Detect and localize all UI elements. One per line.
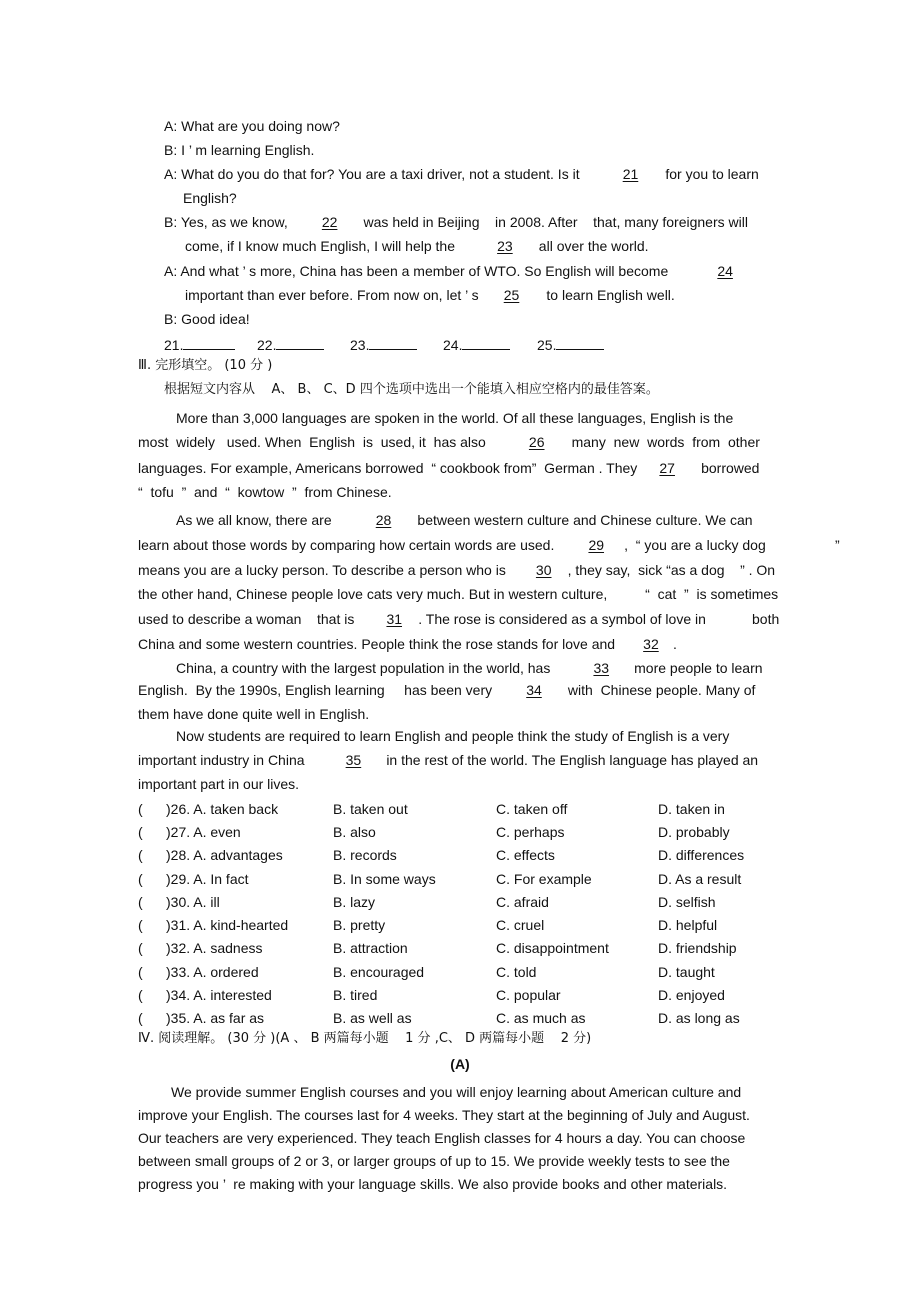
question-row — [138, 823, 778, 841]
option-b[interactable]: B. encouraged — [333, 964, 425, 980]
passage-line — [138, 536, 844, 554]
passage-line — [176, 511, 753, 529]
passage-text: most widely used. When English is used, it has also — [138, 434, 486, 450]
dialogue-text: was held in Beijing in 2008. After that, many foreigners will — [363, 214, 748, 230]
option-c[interactable]: C. disappointment — [496, 940, 609, 956]
passage-text: borrowed — [701, 460, 760, 476]
passage-text: with Chinese people. Many of — [567, 682, 756, 698]
blank-21[interactable]: 21 — [622, 166, 639, 182]
option-b[interactable]: B. In some ways — [333, 871, 436, 887]
option-b[interactable]: B. taken out — [333, 801, 408, 817]
answer-blank-23[interactable] — [350, 335, 417, 354]
passage-text: “ cat ” is sometimes — [645, 586, 779, 602]
question-row — [138, 986, 778, 1004]
dialogue-text: A: What do you do that for? You are a taxi driver, not a student. Is it — [164, 166, 580, 182]
passage-line: More than 3,000 languages are spoken in the world. Of all these languages, English is the — [176, 410, 734, 426]
passage-line — [138, 585, 778, 603]
passage-text: . — [672, 636, 677, 652]
blank-35[interactable]: 35 — [345, 752, 362, 768]
dialogue-text: B: Yes, as we know, — [164, 214, 288, 230]
option-d[interactable]: D. helpful — [658, 917, 718, 933]
reading-line: progress you ’ re making with your language skills. We also provide books and other materials. — [138, 1176, 728, 1192]
blank-32[interactable]: 32 — [643, 636, 659, 652]
blank-30[interactable]: 30 — [535, 562, 552, 578]
option-d[interactable]: D. selfish — [658, 894, 716, 910]
reading-a-title: (A) — [450, 1056, 470, 1072]
dialogue-line-a3 — [164, 262, 750, 280]
question-number-option-a[interactable]: ( )30. A. ill — [138, 894, 220, 910]
question-row — [138, 846, 778, 864]
blank-31[interactable]: 31 — [386, 611, 403, 627]
passage-line — [138, 459, 759, 477]
option-c[interactable]: C. cruel — [496, 917, 545, 933]
passage-text: used to describe a woman that is — [138, 611, 355, 627]
passage-line — [138, 433, 760, 451]
dialogue-line-a1: A: What are you doing now? — [164, 118, 340, 134]
blank-23[interactable]: 23 — [497, 238, 513, 254]
dialogue-text: for you to learn — [665, 166, 759, 182]
answer-blank-21[interactable] — [164, 335, 235, 354]
passage-text: in the rest of the world. The English language has played an — [386, 752, 759, 768]
passage-text: languages. For example, Americans borrowed “ cookbook from” German . They — [138, 460, 638, 476]
passage-text: more people to learn — [634, 660, 763, 676]
option-d[interactable]: D. friendship — [658, 940, 737, 956]
passage-text: , they say, sick “as a dog ” . On — [567, 562, 776, 578]
question-row — [138, 939, 778, 957]
blank-34[interactable]: 34 — [526, 682, 542, 698]
question-number-option-a[interactable]: ( )29. A. In fact — [138, 871, 249, 887]
blank-25[interactable]: 25 — [503, 287, 520, 303]
passage-text: China and some western countries. People think the rose stands for love and — [138, 636, 616, 652]
option-b[interactable]: B. as well as — [333, 1010, 412, 1026]
blank-26[interactable]: 26 — [528, 434, 545, 450]
option-c[interactable]: C. For example — [496, 871, 592, 887]
question-row — [138, 916, 778, 934]
option-c[interactable]: C. told — [496, 964, 537, 980]
reading-line: between small groups of 2 or 3, or larger groups of up to 15. We provide weekly tests to see the — [138, 1153, 730, 1169]
option-d[interactable]: D. differences — [658, 847, 745, 863]
question-number-option-a[interactable]: ( )32. A. sadness — [138, 940, 263, 956]
answer-blank-24[interactable] — [443, 335, 510, 354]
passage-line — [138, 681, 755, 699]
passage-text: China, a country with the largest population in the world, has — [176, 660, 551, 676]
passage-text: learn about those words by comparing how certain words are used. — [138, 537, 555, 553]
dialogue-line-a2-cont: English? — [183, 190, 237, 206]
option-d[interactable]: D. taught — [658, 964, 715, 980]
answer-label: 22. — [257, 337, 277, 353]
dialogue-text: to learn English well. — [546, 287, 675, 303]
passage-text: both — [752, 611, 780, 627]
option-c[interactable]: C. popular — [496, 987, 561, 1003]
option-b[interactable]: B. pretty — [333, 917, 386, 933]
answer-blank-22[interactable] — [257, 335, 324, 354]
passage-line: them have done quite well in English. — [138, 706, 370, 722]
blank-28[interactable]: 28 — [375, 512, 392, 528]
question-number-option-a[interactable]: ( )33. A. ordered — [138, 964, 259, 980]
option-c[interactable]: C. effects — [496, 847, 555, 863]
option-b[interactable]: B. also — [333, 824, 376, 840]
dialogue-line-a2 — [164, 165, 759, 183]
option-b[interactable]: B. tired — [333, 987, 378, 1003]
question-number-option-a[interactable]: ( )28. A. advantages — [138, 847, 283, 863]
question-row — [138, 870, 778, 888]
passage-line — [138, 610, 788, 628]
dialogue-line-b1: B: I ’ m learning English. — [164, 142, 315, 158]
answer-label: 23. — [350, 337, 370, 353]
question-row — [138, 1009, 778, 1027]
section-3-heading: Ⅲ. 完形填空。 (10 分 ) — [138, 358, 273, 373]
passage-line: Now students are required to learn English and people think the study of English is a very — [176, 728, 730, 744]
option-b[interactable]: B. records — [333, 847, 397, 863]
passage-line — [138, 561, 775, 579]
blank-27[interactable]: 27 — [659, 460, 675, 476]
question-number-option-a[interactable]: ( )34. A. interested — [138, 987, 272, 1003]
question-number-option-a[interactable]: ( )27. A. even — [138, 824, 241, 840]
dialogue-text: come, if I know much English, I will help the — [185, 238, 456, 254]
option-d[interactable]: D. taken in — [658, 801, 725, 817]
dialogue-text: A: And what ’ s more, China has been a member of WTO. So English will become — [164, 263, 669, 279]
question-row — [138, 963, 778, 981]
blank-33[interactable]: 33 — [593, 660, 610, 676]
passage-text: ” — [835, 537, 840, 553]
blank-29[interactable]: 29 — [588, 537, 605, 553]
dialogue-text: all over the world. — [538, 238, 649, 254]
answer-label: 25. — [537, 337, 557, 353]
reading-line: We provide summer English courses and you will enjoy learning about American culture and — [171, 1084, 742, 1100]
passage-text: important industry in China — [138, 752, 305, 768]
passage-text: means you are a lucky person. To describe a person who is — [138, 562, 506, 578]
question-row — [138, 893, 778, 911]
passage-line — [176, 659, 763, 677]
passage-line — [138, 751, 758, 769]
option-d[interactable]: D. enjoyed — [658, 987, 725, 1003]
passage-line: “ tofu ” and “ kowtow ” from Chinese. — [138, 484, 392, 500]
option-c[interactable]: C. afraid — [496, 894, 549, 910]
question-number-option-a[interactable]: ( )26. A. taken back — [138, 801, 279, 817]
passage-line: important part in our lives. — [138, 776, 300, 792]
section-3-instruction: 根据短文内容从 A、 B、 C、D 四个选项中选出一个能填入相应空格内的最佳答案。 — [164, 382, 659, 397]
question-number-option-a[interactable]: ( )31. A. kind-hearted — [138, 917, 289, 933]
section-4-heading: Ⅳ. 阅读理解。 (30 分 )(A 、 B 两篇每小题 1 分 ,C、 D 两篇每小题 2 分) — [138, 1031, 592, 1046]
dialogue-text: important than ever before. From now on, let ’ s — [185, 287, 479, 303]
passage-text: . The rose is considered as a symbol of love in — [418, 611, 706, 627]
blank-22[interactable]: 22 — [321, 214, 338, 230]
reading-line: Our teachers are very experienced. They teach English classes for 4 hours a day. You can choose — [138, 1130, 746, 1146]
passage-text: many new words from other — [571, 434, 760, 450]
option-c[interactable]: C. taken off — [496, 801, 568, 817]
answer-label: 21. — [164, 337, 184, 353]
passage-line — [138, 635, 677, 653]
blank-24[interactable]: 24 — [717, 263, 733, 279]
reading-line: improve your English. The courses last for 4 weeks. They start at the beginning of July and August. — [138, 1107, 750, 1123]
option-d[interactable]: D. as long as — [658, 1010, 740, 1026]
option-d[interactable]: D. probably — [658, 824, 730, 840]
option-c[interactable]: C. as much as — [496, 1010, 586, 1026]
option-d[interactable]: D. As a result — [658, 871, 742, 887]
dialogue-line-b3: B: Good idea! — [164, 311, 250, 327]
dialogue-line-a3-cont — [185, 286, 675, 304]
option-c[interactable]: C. perhaps — [496, 824, 565, 840]
passage-text: English. By the 1990s, English learning has been very — [138, 682, 493, 698]
option-b[interactable]: B. lazy — [333, 894, 376, 910]
passage-text: the other hand, Chinese people love cats very much. But in western culture, — [138, 586, 608, 602]
question-number-option-a[interactable]: ( )35. A. as far as — [138, 1010, 265, 1026]
answer-blank-25[interactable] — [537, 335, 604, 354]
dialogue-line-b2 — [164, 213, 748, 231]
question-row — [138, 800, 778, 818]
option-b[interactable]: B. attraction — [333, 940, 408, 956]
passage-text: , “ you are a lucky dog — [624, 537, 766, 553]
passage-text: As we all know, there are — [176, 512, 332, 528]
dialogue-line-b2-cont — [185, 237, 649, 255]
answer-label: 24. — [443, 337, 463, 353]
passage-text: between western culture and Chinese culture. We can — [417, 512, 753, 528]
